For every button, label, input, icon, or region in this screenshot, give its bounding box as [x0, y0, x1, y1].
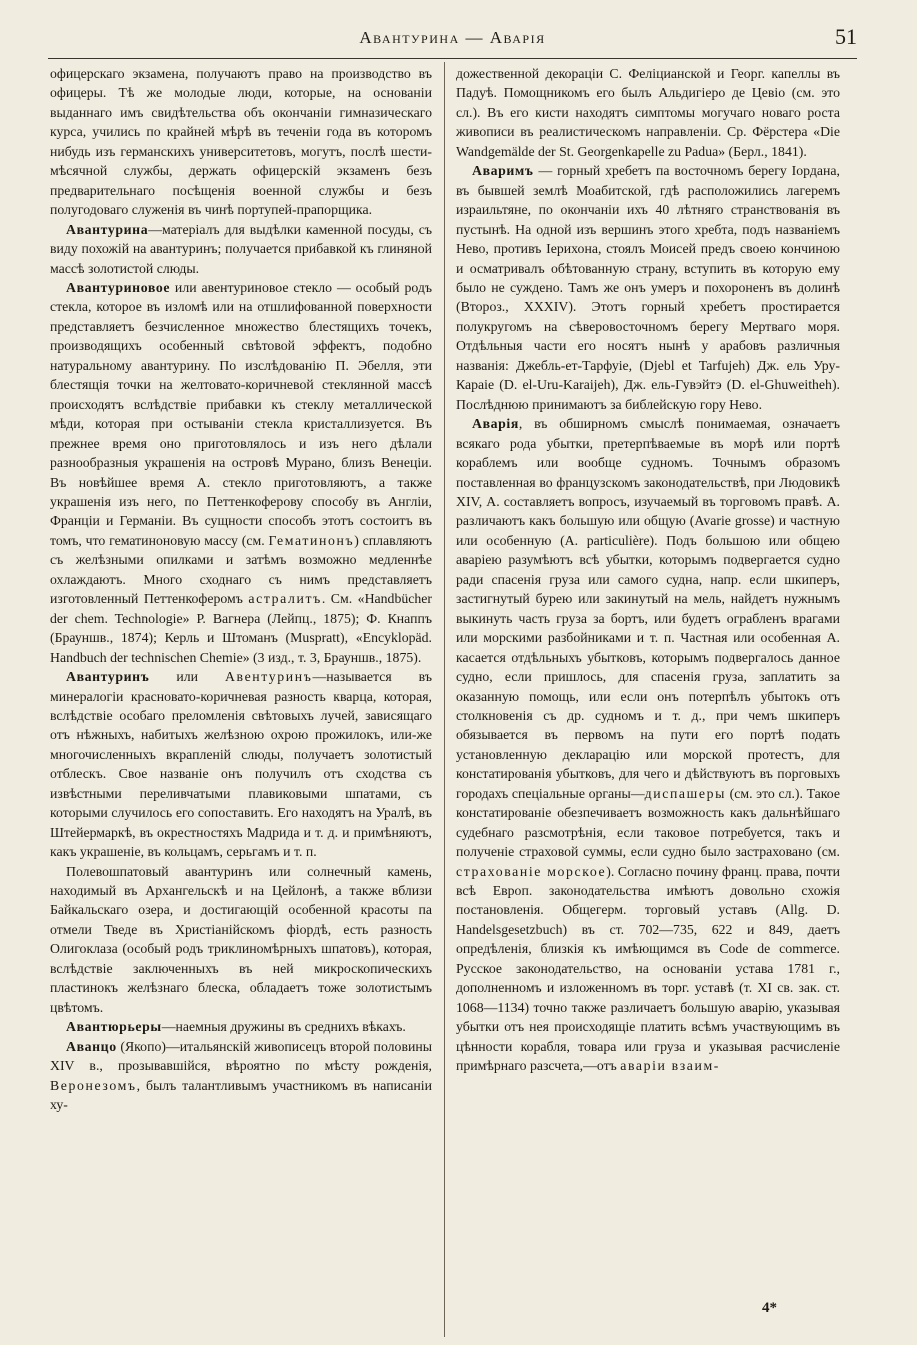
paragraph: офицерскаго экзамена, получаютъ право на производство въ офицеры. Тѣ же молодые люди, которые, на основаніи выданнаго имъ свидѣтельства объ окончаніи гимназическаго курса, учились по крайней мѣрѣ въ теченіи года въ которомъ нибудь изъ германскихъ университетовъ, могутъ, послѣ шести-мѣсячной службы, держать офицерскій экзаменъ безъ предварительнаго посѣщенія военной службы и безъ полугодоваго служенія въ чинѣ портупей-прапорщика.: [50, 66, 432, 218]
paragraph: дожественной декораціи С. Феліцианской и Георг. капеллы въ Падуѣ. Помощникомъ его былъ Альдигіеро де Цевіо (см. это сл.). Въ его кисти находятъ симптомы могучаго новаго роста живописи въ реалистическомъ направленіи. Ср. Фёрстера «Die Wandgemälde der St. Georgenkapelle zu Padua» (Берл., 1841).: [456, 66, 840, 159]
entry-text: —называется въ минералогіи красновато-коричневая разность кварца, которая, вслѣдствіе особаго преломленія свѣтовыхъ лучей, зависящаго отъ нѣжныхъ, набитыхъ желѣзною охрою прожилокъ, или-же многочисленныхъ вкрапленій слюды, получаетъ золотистый отблескъ. Свое названіе онъ получилъ отъ сходства съ извѣстными переливчатыми плавиковыми шпатами, съ которыми случилось его сопоставить. Его находятъ на Уралѣ, въ Штейермаркѣ, въ окрестностяхъ Мадрида и т. д. и примѣняютъ, какъ украшеніе, въ кольцамъ, серьгамъ и т. п.: [50, 669, 432, 860]
running-title: Авантурина — Аварія: [359, 28, 546, 47]
entry-text: или авентуриновое стекло — особый родъ стекла, которое въ изломѣ или на отшлифованной поверхности представляетъ безчисленное множество блестящихъ точекъ, производящихъ особенный свѣтовой эффектъ, подобно натуральному авантурину. По изслѣдованію П. Эбелля, эти блестящія точки на желтовато-коричневой стеклянной массѣ происходятъ вслѣдствіе прибавки къ стеклу металлической мѣди, которая при остываніи стекла кристаллизуется. Въ прежнее время оно приготовлялось и изъ него дѣлали разнообразныя украшенія на островѣ Мурано, близъ Венеціи. Въ новѣйшее время А. стекло приготовляютъ, а также украшенія изъ него, по Петтенкоферову способу въ Англіи, Франціи и Германіи. Въ сущности способъ этотъ состоитъ въ томъ, что гематиноновую массу (см.: [50, 279, 432, 548]
alternate-headword: Авентуринъ: [224, 669, 313, 685]
entry-headword: Авантюрьеры: [66, 1019, 162, 1035]
entry-headword: Авантуринъ: [66, 669, 150, 685]
cross-reference: страхованіе морское: [456, 863, 607, 879]
entry-avantso: [50, 1037, 432, 1115]
alternate-name: Веронезомъ: [50, 1077, 137, 1093]
entry-text: (см. это сл.). Такое констатированіе обезпечиваетъ возможность какъ дальнѣйшаго судебнаго разсмотрѣнія, если таковое потребуется, такъ и полученіе страховой суммы, если судно было застраховано (см.: [456, 785, 840, 860]
entry-avanturin: [50, 667, 432, 862]
entry-text: — горный хребетъ па восточномъ берегу Іордана, въ бывшей землѣ Моабитской, гдѣ расположились лагеремъ израильтяне, по окончаніи ихъ 40 лѣтняго странствованія въ пустынѣ. На одной изъ вершинъ этого хребта, подъ названіемъ Нево, противъ Іерихона, стоялъ Моисей предъ своею кончиною и осматривалъ обѣтованную страну, вступить въ которую ему было не суждено. Тамъ же онъ умеръ и похороненъ въ долинѣ (Второз., XXXIV). Этотъ горный хребетъ простирается полукругомъ на сѣверовосточномъ берегу Мертваго моря. Отдѣльныя части его носятъ нынѣ у арабовъ различныя названія: Джебль-ет-Тарфуіе, (Djebl et Tarfujeh) Дж. ель Уру-Караіе (D. el-Uru-Karaijeh), Дж. ель-Гувэйтэ (D. el-Ghuweitheh). Послѣднюю принимаютъ за библейскую гору Нево.: [456, 163, 840, 412]
entry-text: . См. «Handbücher der chem. Technologie» Р. Вагнера (Лейпц., 1875); Ф. Кнаппъ (Брауншв., 1874); Керль и Штоманъ (Muspratt), «Encyklopäd. Handbuch der technischen Chemie» (3 изд., т. 3, Брауншв., 1875).: [50, 591, 432, 665]
entry-text-spaced: аваріи взаим-: [620, 1058, 720, 1074]
header-rule: [48, 58, 857, 59]
entry-avarim: [456, 161, 840, 414]
entry-text: , въ обширномъ смыслѣ понимаемая, означаетъ всякаго рода убытки, претерпѣваемые въ морѣ или портѣ кораблемъ или вообще судномъ. Точнымъ образомъ поставленная во французскомъ законодательствѣ, при Людовикѣ XIV, А. составляетъ вопросъ, изучаемый въ торговомъ правѣ. А. различаютъ какъ большую или общую (Avarie grosse) и частную или особенную (A. particulière). Подъ большою или общею аваріею разумѣютъ всѣ убытки, которымъ подвергается судно ради спасенія груза или самого судна, напр. если шкиперъ, застигнутый бурею или закинутый на мель, найдетъ нужнымъ выкинуть часть груза за бортъ, или будетъ ограбленъ врагами или морскими разбойниками и т. п. Частная или особенная А. касается отдѣльныхъ убытковъ, которымъ подвергалось данное судно, если пришлось, для спасенія груза, заплатить за оказанную помощь, или если онъ потерпѣлъ убытокъ отъ столкновенія съ др. судномъ и т. д., при чемъ шкиперъ обязывается въ первомъ на пути его портѣ подать установленную декларацію или морской протестъ, для констатированія убытковъ, для чего и дѣйствуютъ въ порговыхъ городахъ спеціальные органы—: [456, 416, 840, 801]
entry-text: или: [149, 669, 225, 685]
signature-mark: 4*: [762, 1300, 777, 1316]
entry-headword: Аванцо: [66, 1038, 117, 1054]
entry-text: ). Согласно почину франц. права, почти всѣ Европ. законодательства имѣютъ довольно схожія постановленія. Общегерм. торговый уставъ (Allg. D. Handelsgesetzbuch) въ ст. 702—735, 622 и 849, даетъ опредѣленія, близкія къ имѣющимся въ Code de commerce. Русское законодательство, на основаніи устава 1781 г., дополненномъ и изложенномъ въ торг. уставѣ (т. XI св. зак. ст. 1068—1134) точно также различаетъ большую аварію, указывая убытки отъ нея происходящіе платить всѣмъ участвующимъ въ цѣнности корабля, товара или груза и указывая расчисленіе примѣрнаго разсчета,—отъ: [456, 863, 840, 1074]
entry-avariya: [456, 414, 840, 1075]
entry-text: (Якопо)—итальянскій живописецъ второй половины XIV в., прозывавшійся, вѣроятно по мѣсту рожденія,: [50, 1038, 432, 1074]
entry-headword: Авантурина: [66, 221, 149, 237]
column-divider: [444, 62, 445, 1337]
entry-avantyuriery: [50, 1017, 432, 1036]
paragraph: Полевошпатовый авантуринъ или солнечный камень, находимый въ Архангельскѣ и на Цейлонѣ, а также вблизи Байкальскаго озера, и достигающій особенной красоты па отмели Тведе въ Христіанійскомъ фіордѣ, есть разность Олигоклаза (особый родъ триклиномѣрныхъ шпатовъ), которая, вслѣдствіе заключенныхъ въ ней микроскопическихъ пластинокъ желѣзнаго блеска, обладаетъ тоже золотистымъ цвѣтомъ.: [50, 863, 432, 1015]
entry-text: , былъ талантливымъ участникомъ въ написаніи ху-: [50, 1077, 432, 1113]
running-header: [48, 24, 857, 52]
cross-reference: Гематинонъ: [268, 532, 355, 548]
left-column: [50, 64, 432, 1329]
cross-reference: диспашеры: [644, 785, 726, 801]
entry-headword: Авантуриновое: [66, 279, 171, 295]
right-column: [456, 64, 840, 1329]
entry-headword: Аварія: [472, 416, 519, 432]
entry-text: ) сплавляютъ съ желѣзными опилками и затѣмъ возможно медленнѣе охлаждаютъ. Много сходнаго съ нимъ представляетъ изготовленный Петтенкоферомъ: [50, 532, 432, 607]
entry-text: —матеріалъ для выдѣлки каменной посуды, съ виду похожій на авантуринъ; получается прибавкой къ глиняной массѣ золотистой слюды.: [50, 221, 432, 276]
entry-headword: Аваримъ: [472, 163, 534, 179]
cross-reference: астралитъ: [248, 591, 322, 607]
page-number: 51: [835, 24, 857, 49]
entry-text: —наемныя дружины въ среднихъ вѣкахъ.: [161, 1019, 406, 1035]
entry-avanturinovoe: [50, 278, 432, 667]
entry-avanturina: [50, 220, 432, 278]
